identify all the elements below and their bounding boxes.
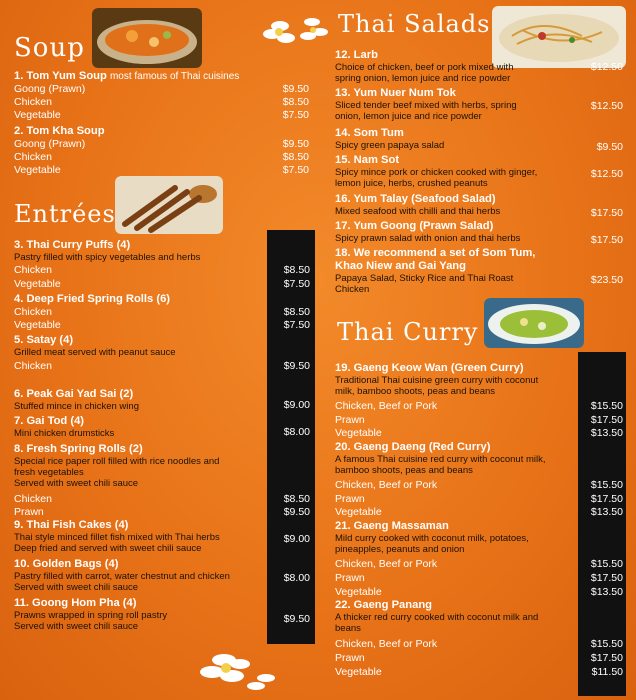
price-row: Chicken, Beef or Pork $15.50 (335, 638, 623, 650)
price-row: Chicken, Beef or Pork $15.50 (335, 479, 623, 491)
price-row: Chicken $9.50 (14, 360, 310, 372)
price-row: Prawn $17.50 (335, 652, 623, 664)
item-title: 2. Tom Kha Soup (14, 125, 105, 137)
menu-item: 20. Gaeng Daeng (Red Curry) A famous Thai cuisine red curry with coconut milk, bamboo shoots, peas and beans (335, 441, 546, 476)
menu-item: 8. Fresh Spring Rolls (2) Special rice paper roll filled with rice noodles and fresh vegetables Served with sweet chili sauce (14, 443, 220, 489)
price-row: Chicken $8.50 (14, 493, 310, 505)
frangipani-flower-icon (260, 12, 338, 52)
price-row: Goong (Prawn) $9.50 (14, 138, 309, 150)
menu-item: 18. We recommend a set of Som Tum, Khao Niew and Gai Yang Papaya Salad, Sticky Rice and Thai Roast Chicken (335, 247, 536, 295)
price-row: Vegetable $7.50 (14, 278, 310, 290)
menu-item: 16. Yum Talay (Seafood Salad) Mixed seafood with chilli and thai herbs (335, 193, 501, 217)
menu-item: 19. Gaeng Keow Wan (Green Curry) Traditional Thai cuisine green curry with coconut milk, bamboo shoots, peas and beans (335, 362, 539, 397)
item-note: most famous of Thai cuisines (109, 71, 240, 82)
menu-item: 21. Gaeng Massaman Mild curry cooked with coconut milk, potatoes, pineapples, peanuts and onion (335, 520, 529, 555)
menu-item: 7. Gai Tod (4) Mini chicken drumsticks (14, 415, 115, 439)
section-heading-soup: Soup (14, 33, 85, 63)
menu-item: 11. Goong Hom Pha (4) Prawns wrapped in spring roll pastry Served with sweet chili sauce (14, 597, 168, 632)
price-row: Vegetable $11.50 (335, 666, 623, 678)
curry-photo (484, 298, 584, 348)
price-row: Prawn $9.50 (14, 506, 310, 518)
frangipani-flower-icon (196, 640, 276, 696)
price-row: Prawn $17.50 (335, 572, 623, 584)
menu-item: 17. Yum Goong (Prawn Salad) Spicy prawn salad with onion and thai herbs (335, 220, 521, 244)
menu-item: 22. Gaeng Panang A thicker red curry cooked with coconut milk and beans (335, 599, 539, 634)
menu-item: 15. Nam Sot Spicy mince pork or chicken cooked with ginger, lemon juice, herbs, crushed peanuts (335, 154, 538, 189)
soup-photo (92, 8, 202, 68)
price-row: Chicken $8.50 (14, 264, 310, 276)
price-row: Vegetable $7.50 (14, 164, 309, 176)
satay-photo (115, 176, 223, 234)
price-row: Vegetable $13.50 (335, 427, 623, 439)
price-row: Prawn $17.50 (335, 414, 623, 426)
section-heading-entrees: Entrées (14, 200, 116, 228)
price-row: Vegetable $13.50 (335, 586, 623, 598)
menu-item (14, 70, 314, 83)
price-row: Vegetable $13.50 (335, 506, 623, 518)
price-row: Chicken, Beef or Pork $15.50 (335, 400, 623, 412)
price-row: Chicken, Beef or Pork $15.50 (335, 558, 623, 570)
menu-item: 6. Peak Gai Yad Sai (2) Stuffed mince in chicken wing (14, 388, 139, 412)
menu-page: Soup Entrées Thai Salads Thai Curry 1. Tom Yum Soup most famous of Thai cuisines Goong (Prawn) $9.50 Chicken $8.50 Vegetable $7.50 2. Tom Kha Soup Goong (Prawn) $9.50 Chicken $8.50 Vegetable $7.50 3. Thai Curry Puffs (4) Pastry filled with spicy vegetables and herbs Chicken $8.50 Vegetable $7.50 4. Deep Fried Spring Rolls (6) Chicken $8.50 Vegetable $7.50 5. Satay (4) Grilled meat served with peanut sauce Chicken $9.50 6. Peak Gai Yad Sai (2) Stuffed mince in chicken wing $9.00 7. Gai Tod (4) Mini chicken drumsticks $8.00 8. Fresh Spring Rolls (2) Special rice paper roll filled with rice noodles and fresh vegetables Served with sweet chili sauce Chicken $8.50 Prawn $9.50 9. Thai Fish Cakes (4) Thai style minced fillet fish mixed with Thai herbs Deep fried and served with sweet chili sauce $9.00 10. Golden Bags (4) Pastry filled with carrot, water chestnut and chicken Served with sweet chili sauce $8.00 11. Goong Hom Pha (4) Prawns wrapped in spring roll pastry Served with sweet chili sauce $9.50 12. Larb Choice of chicken, beef or pork mixed with spring onion, lemon juice and rice powder $12.50 13. Yum Nuer Num Tok Sliced tender beef mixed with herbs, spring onion, lemon juice and rice powder $12.50 14. Som Tum Spicy green papaya salad $9.50 15. Nam Sot Spicy mince pork or chicken cooked with ginger, lemon juice, herbs, crushed peanuts $12.50 16. Yum Talay (Seafood Salad) Mixed seafood with chilli and thai herbs $17.50 17. Yum Goong (Prawn Salad) Spicy prawn salad with onion and thai herbs $17.50 18. We recommend a set of Som Tum, Khao Niew and Gai Yang Papaya Salad, Sticky Rice and Thai Roast Chicken $23.50 19. Gaeng Keow Wan (Green Curry) Traditional Thai cuisine green curry with coconut milk, bamboo shoots, peas and beans Chicken, Beef or Pork $15.50 Prawn $17.50 Vegetable $13.50 20. Gaeng Daeng (Red Curry) A famous Thai cuisine red curry with coconut milk, bamboo shoots, peas and beans Chicken, Beef or Pork $15.50 Prawn $17.50 Vegetable $13.50 21. Gaeng Massaman Mild curry cooked with coconut milk, potatoes, pineapples, peanuts and onion Chicken, Beef or Pork $15.50 Prawn $17.50 Vegetable $13.50 22. Gaeng Panang A thicker red curry cooked with coconut milk and beans Chicken, Beef or Pork $15.50 Prawn $17.50 Vegetable $11.50 (0, 0, 636, 700)
price-row: Chicken $8.50 (14, 151, 309, 163)
price-row: Vegetable $7.50 (14, 319, 310, 331)
item-title: 1. Tom Yum Soup (14, 70, 107, 82)
menu-item: 14. Som Tum Spicy green papaya salad (335, 127, 445, 151)
menu-item: 13. Yum Nuer Num Tok Sliced tender beef mixed with herbs, spring onion, lemon juice and rice powder (335, 87, 517, 122)
menu-item (14, 125, 105, 138)
menu-item: 3. Thai Curry Puffs (4) Pastry filled with spicy vegetables and herbs (14, 239, 201, 263)
menu-item: 9. Thai Fish Cakes (4) Thai style minced fillet fish mixed with Thai herbs Deep fried and served with sweet chili sauce (14, 519, 220, 554)
menu-item: 10. Golden Bags (4) Pastry filled with carrot, water chestnut and chicken Served with sweet chili sauce (14, 558, 230, 593)
menu-item: 4. Deep Fried Spring Rolls (6) (14, 293, 171, 305)
price-row: Chicken $8.50 (14, 96, 309, 108)
section-heading-salads: Thai Salads (338, 10, 491, 38)
price-row: Goong (Prawn) $9.50 (14, 83, 309, 95)
price-row: Prawn $17.50 (335, 493, 623, 505)
price-row: Vegetable $7.50 (14, 109, 309, 121)
section-heading-curry: Thai Curry (337, 318, 479, 346)
price-row: Chicken $8.50 (14, 306, 310, 318)
menu-item: 12. Larb Choice of chicken, beef or pork mixed with spring onion, lemon juice and rice powder (335, 49, 514, 84)
menu-item: 5. Satay (4) Grilled meat served with peanut sauce (14, 334, 176, 358)
